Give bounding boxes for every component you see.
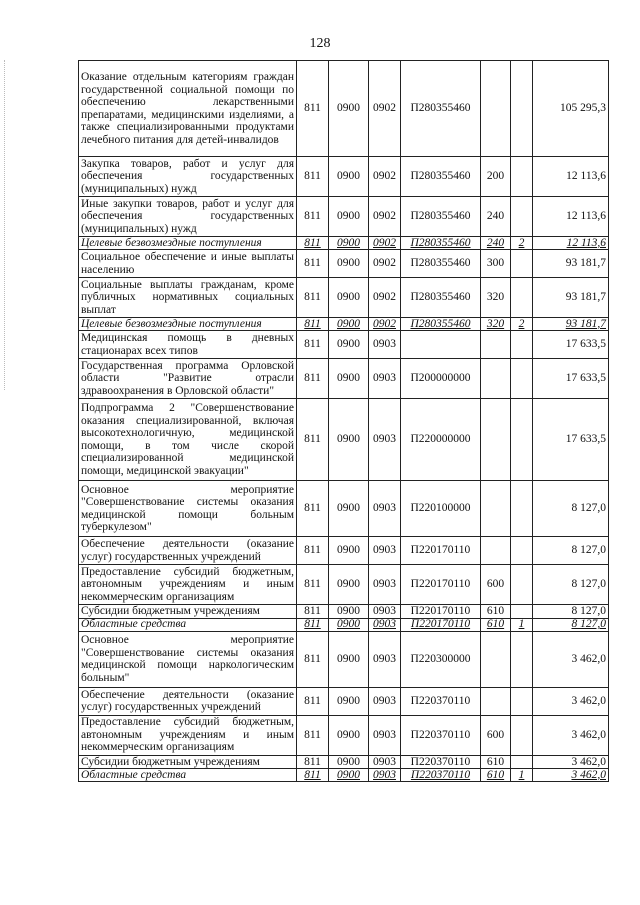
row-target-article: П220300000 bbox=[401, 631, 481, 687]
row-expense-type bbox=[481, 61, 511, 157]
row-expense-type: 240 bbox=[481, 197, 511, 237]
row-description: Обеспечение деятельности (оказание услуг) государственных учреждений bbox=[79, 687, 297, 715]
row-section-code: 0900 bbox=[329, 359, 369, 399]
budget-table-body bbox=[79, 61, 609, 782]
row-gr-code: 811 bbox=[297, 250, 329, 278]
row-section-code: 0900 bbox=[329, 197, 369, 237]
row-gr-code: 811 bbox=[297, 769, 329, 782]
row-amount: 8 127,0 bbox=[533, 565, 609, 605]
table-row bbox=[79, 157, 609, 197]
row-amount: 8 127,0 bbox=[533, 605, 609, 619]
row-amount: 12 113,6 bbox=[533, 197, 609, 237]
row-source-code: 2 bbox=[511, 237, 533, 250]
row-description: Социальные выплаты гражданам, кроме публичных нормативных социальных выплат bbox=[79, 278, 297, 318]
row-gr-code: 811 bbox=[297, 687, 329, 715]
row-source-code bbox=[511, 278, 533, 318]
row-gr-code: 811 bbox=[297, 318, 329, 331]
row-section-code: 0900 bbox=[329, 631, 369, 687]
row-target-article: П280355460 bbox=[401, 61, 481, 157]
row-amount: 12 113,6 bbox=[533, 237, 609, 250]
row-target-article: П280355460 bbox=[401, 197, 481, 237]
table-row bbox=[79, 331, 609, 359]
row-description: Основное мероприятие "Совершенствование системы оказания медицинской помощи наркологическим больным" bbox=[79, 631, 297, 687]
row-expense-type: 200 bbox=[481, 157, 511, 197]
row-subsection-code: 0903 bbox=[369, 565, 401, 605]
table-row bbox=[79, 715, 609, 755]
row-gr-code: 811 bbox=[297, 618, 329, 631]
row-description: Подпрограмма 2 "Совершенствование оказания специализированной, включая высокотехнологичную, медицинской помощи, в том числе скорой специализированной медицинской помощи, медицинской эвакуации" bbox=[79, 399, 297, 481]
row-source-code bbox=[511, 399, 533, 481]
row-amount: 3 462,0 bbox=[533, 755, 609, 769]
row-subsection-code: 0903 bbox=[369, 359, 401, 399]
row-subsection-code: 0902 bbox=[369, 318, 401, 331]
table-row bbox=[79, 250, 609, 278]
row-description: Медицинская помощь в дневных стационарах всех типов bbox=[79, 331, 297, 359]
row-subsection-code: 0902 bbox=[369, 61, 401, 157]
row-section-code: 0900 bbox=[329, 61, 369, 157]
row-amount: 93 181,7 bbox=[533, 250, 609, 278]
row-target-article: П280355460 bbox=[401, 237, 481, 250]
row-source-code: 2 bbox=[511, 318, 533, 331]
row-section-code: 0900 bbox=[329, 237, 369, 250]
row-target-article: П280355460 bbox=[401, 250, 481, 278]
row-description: Субсидии бюджетным учреждениям bbox=[79, 605, 297, 619]
row-expense-type: 600 bbox=[481, 565, 511, 605]
row-expense-type: 600 bbox=[481, 715, 511, 755]
row-source-code bbox=[511, 687, 533, 715]
row-gr-code: 811 bbox=[297, 61, 329, 157]
table-row bbox=[79, 61, 609, 157]
row-subsection-code: 0903 bbox=[369, 715, 401, 755]
row-amount: 17 633,5 bbox=[533, 399, 609, 481]
row-section-code: 0900 bbox=[329, 318, 369, 331]
row-source-code bbox=[511, 61, 533, 157]
table-row bbox=[79, 278, 609, 318]
table-row-source bbox=[79, 237, 609, 250]
row-source-code bbox=[511, 481, 533, 537]
row-subsection-code: 0903 bbox=[369, 687, 401, 715]
row-subsection-code: 0903 bbox=[369, 399, 401, 481]
row-description: Социальное обеспечение и иные выплаты населению bbox=[79, 250, 297, 278]
table-row bbox=[79, 359, 609, 399]
row-description: Государственная программа Орловской области "Развитие отрасли здравоохранения в Орловской области" bbox=[79, 359, 297, 399]
row-section-code: 0900 bbox=[329, 715, 369, 755]
row-source-code bbox=[511, 755, 533, 769]
row-expense-type: 240 bbox=[481, 237, 511, 250]
row-subsection-code: 0902 bbox=[369, 278, 401, 318]
row-gr-code: 811 bbox=[297, 237, 329, 250]
row-expense-type bbox=[481, 687, 511, 715]
row-source-code: 1 bbox=[511, 618, 533, 631]
row-target-article bbox=[401, 331, 481, 359]
row-target-article: П280355460 bbox=[401, 278, 481, 318]
row-target-article: П220170110 bbox=[401, 605, 481, 619]
table-row bbox=[79, 537, 609, 565]
row-description: Предоставление субсидий бюджетным, автономным учреждениям и иным некоммерческим организациям bbox=[79, 715, 297, 755]
row-amount: 17 633,5 bbox=[533, 359, 609, 399]
row-subsection-code: 0902 bbox=[369, 197, 401, 237]
row-section-code: 0900 bbox=[329, 605, 369, 619]
row-section-code: 0900 bbox=[329, 157, 369, 197]
row-expense-type bbox=[481, 631, 511, 687]
row-gr-code: 811 bbox=[297, 565, 329, 605]
row-subsection-code: 0903 bbox=[369, 481, 401, 537]
row-amount: 8 127,0 bbox=[533, 537, 609, 565]
row-section-code: 0900 bbox=[329, 250, 369, 278]
row-expense-type bbox=[481, 359, 511, 399]
row-source-code bbox=[511, 537, 533, 565]
row-source-code bbox=[511, 631, 533, 687]
row-expense-type: 610 bbox=[481, 605, 511, 619]
row-source-code bbox=[511, 359, 533, 399]
table-row bbox=[79, 605, 609, 619]
scan-margin-artifact bbox=[4, 60, 6, 390]
row-gr-code: 811 bbox=[297, 715, 329, 755]
budget-table bbox=[78, 60, 609, 782]
row-section-code: 0900 bbox=[329, 481, 369, 537]
row-subsection-code: 0902 bbox=[369, 157, 401, 197]
row-gr-code: 811 bbox=[297, 157, 329, 197]
row-expense-type: 610 bbox=[481, 755, 511, 769]
row-description: Основное мероприятие "Совершенствование системы оказания медицинской помощи больным туберкулезом" bbox=[79, 481, 297, 537]
row-amount: 17 633,5 bbox=[533, 331, 609, 359]
row-amount: 3 462,0 bbox=[533, 631, 609, 687]
row-gr-code: 811 bbox=[297, 537, 329, 565]
row-subsection-code: 0902 bbox=[369, 237, 401, 250]
row-subsection-code: 0903 bbox=[369, 331, 401, 359]
row-expense-type bbox=[481, 537, 511, 565]
row-target-article: П220000000 bbox=[401, 399, 481, 481]
table-row bbox=[79, 197, 609, 237]
row-amount: 93 181,7 bbox=[533, 278, 609, 318]
table-row bbox=[79, 399, 609, 481]
table-row bbox=[79, 631, 609, 687]
row-gr-code: 811 bbox=[297, 481, 329, 537]
row-target-article: П220370110 bbox=[401, 769, 481, 782]
table-row-source bbox=[79, 618, 609, 631]
row-expense-type bbox=[481, 331, 511, 359]
row-source-code bbox=[511, 715, 533, 755]
row-description: Областные средства bbox=[79, 769, 297, 782]
row-amount: 8 127,0 bbox=[533, 618, 609, 631]
row-description: Субсидии бюджетным учреждениям bbox=[79, 755, 297, 769]
row-gr-code: 811 bbox=[297, 631, 329, 687]
row-gr-code: 811 bbox=[297, 278, 329, 318]
row-target-article: П220170110 bbox=[401, 565, 481, 605]
row-source-code bbox=[511, 605, 533, 619]
page-number: 128 bbox=[309, 36, 331, 51]
row-description: Закупка товаров, работ и услуг для обеспечения государственных (муниципальных) нужд bbox=[79, 157, 297, 197]
row-amount: 3 462,0 bbox=[533, 715, 609, 755]
row-description: Обеспечение деятельности (оказание услуг) государственных учреждений bbox=[79, 537, 297, 565]
table-row bbox=[79, 755, 609, 769]
row-subsection-code: 0903 bbox=[369, 769, 401, 782]
row-gr-code: 811 bbox=[297, 331, 329, 359]
row-source-code bbox=[511, 157, 533, 197]
row-expense-type bbox=[481, 399, 511, 481]
row-gr-code: 811 bbox=[297, 605, 329, 619]
row-subsection-code: 0903 bbox=[369, 537, 401, 565]
row-subsection-code: 0903 bbox=[369, 631, 401, 687]
row-source-code bbox=[511, 565, 533, 605]
row-gr-code: 811 bbox=[297, 197, 329, 237]
row-amount: 93 181,7 bbox=[533, 318, 609, 331]
table-row bbox=[79, 481, 609, 537]
row-amount: 3 462,0 bbox=[533, 769, 609, 782]
row-section-code: 0900 bbox=[329, 687, 369, 715]
row-section-code: 0900 bbox=[329, 537, 369, 565]
row-amount: 105 295,3 bbox=[533, 61, 609, 157]
row-section-code: 0900 bbox=[329, 331, 369, 359]
row-section-code: 0900 bbox=[329, 618, 369, 631]
row-expense-type: 610 bbox=[481, 769, 511, 782]
row-gr-code: 811 bbox=[297, 399, 329, 481]
row-expense-type: 320 bbox=[481, 318, 511, 331]
row-expense-type: 610 bbox=[481, 618, 511, 631]
row-description: Оказание отдельным категориям граждан государственной социальной помощи по обеспечению лекарственными препаратами, медицинскими изделиями, а также специализированными продуктами лечебного питания для детей-инвалидов bbox=[79, 61, 297, 157]
row-source-code: 1 bbox=[511, 769, 533, 782]
row-target-article: П220370110 bbox=[401, 715, 481, 755]
row-target-article: П200000000 bbox=[401, 359, 481, 399]
row-section-code: 0900 bbox=[329, 399, 369, 481]
row-expense-type bbox=[481, 481, 511, 537]
row-target-article: П220170110 bbox=[401, 537, 481, 565]
row-description: Целевые безвозмездные поступления bbox=[79, 318, 297, 331]
row-description: Целевые безвозмездные поступления bbox=[79, 237, 297, 250]
row-source-code bbox=[511, 331, 533, 359]
row-description: Иные закупки товаров, работ и услуг для обеспечения государственных (муниципальных) нужд bbox=[79, 197, 297, 237]
row-expense-type: 300 bbox=[481, 250, 511, 278]
table-row-source bbox=[79, 318, 609, 331]
row-section-code: 0900 bbox=[329, 769, 369, 782]
row-section-code: 0900 bbox=[329, 565, 369, 605]
row-gr-code: 811 bbox=[297, 755, 329, 769]
row-subsection-code: 0903 bbox=[369, 605, 401, 619]
row-target-article: П220370110 bbox=[401, 687, 481, 715]
row-source-code bbox=[511, 250, 533, 278]
row-subsection-code: 0902 bbox=[369, 250, 401, 278]
table-row bbox=[79, 687, 609, 715]
row-subsection-code: 0903 bbox=[369, 618, 401, 631]
row-target-article: П220170110 bbox=[401, 618, 481, 631]
row-section-code: 0900 bbox=[329, 755, 369, 769]
row-expense-type: 320 bbox=[481, 278, 511, 318]
row-amount: 12 113,6 bbox=[533, 157, 609, 197]
row-amount: 3 462,0 bbox=[533, 687, 609, 715]
row-target-article: П220100000 bbox=[401, 481, 481, 537]
row-source-code bbox=[511, 197, 533, 237]
table-row bbox=[79, 565, 609, 605]
row-gr-code: 811 bbox=[297, 359, 329, 399]
row-amount: 8 127,0 bbox=[533, 481, 609, 537]
row-target-article: П220370110 bbox=[401, 755, 481, 769]
row-target-article: П280355460 bbox=[401, 157, 481, 197]
row-description: Областные средства bbox=[79, 618, 297, 631]
row-subsection-code: 0903 bbox=[369, 755, 401, 769]
table-row-source bbox=[79, 769, 609, 782]
row-section-code: 0900 bbox=[329, 278, 369, 318]
row-target-article: П280355460 bbox=[401, 318, 481, 331]
row-description: Предоставление субсидий бюджетным, автономным учреждениям и иным некоммерческим организациям bbox=[79, 565, 297, 605]
